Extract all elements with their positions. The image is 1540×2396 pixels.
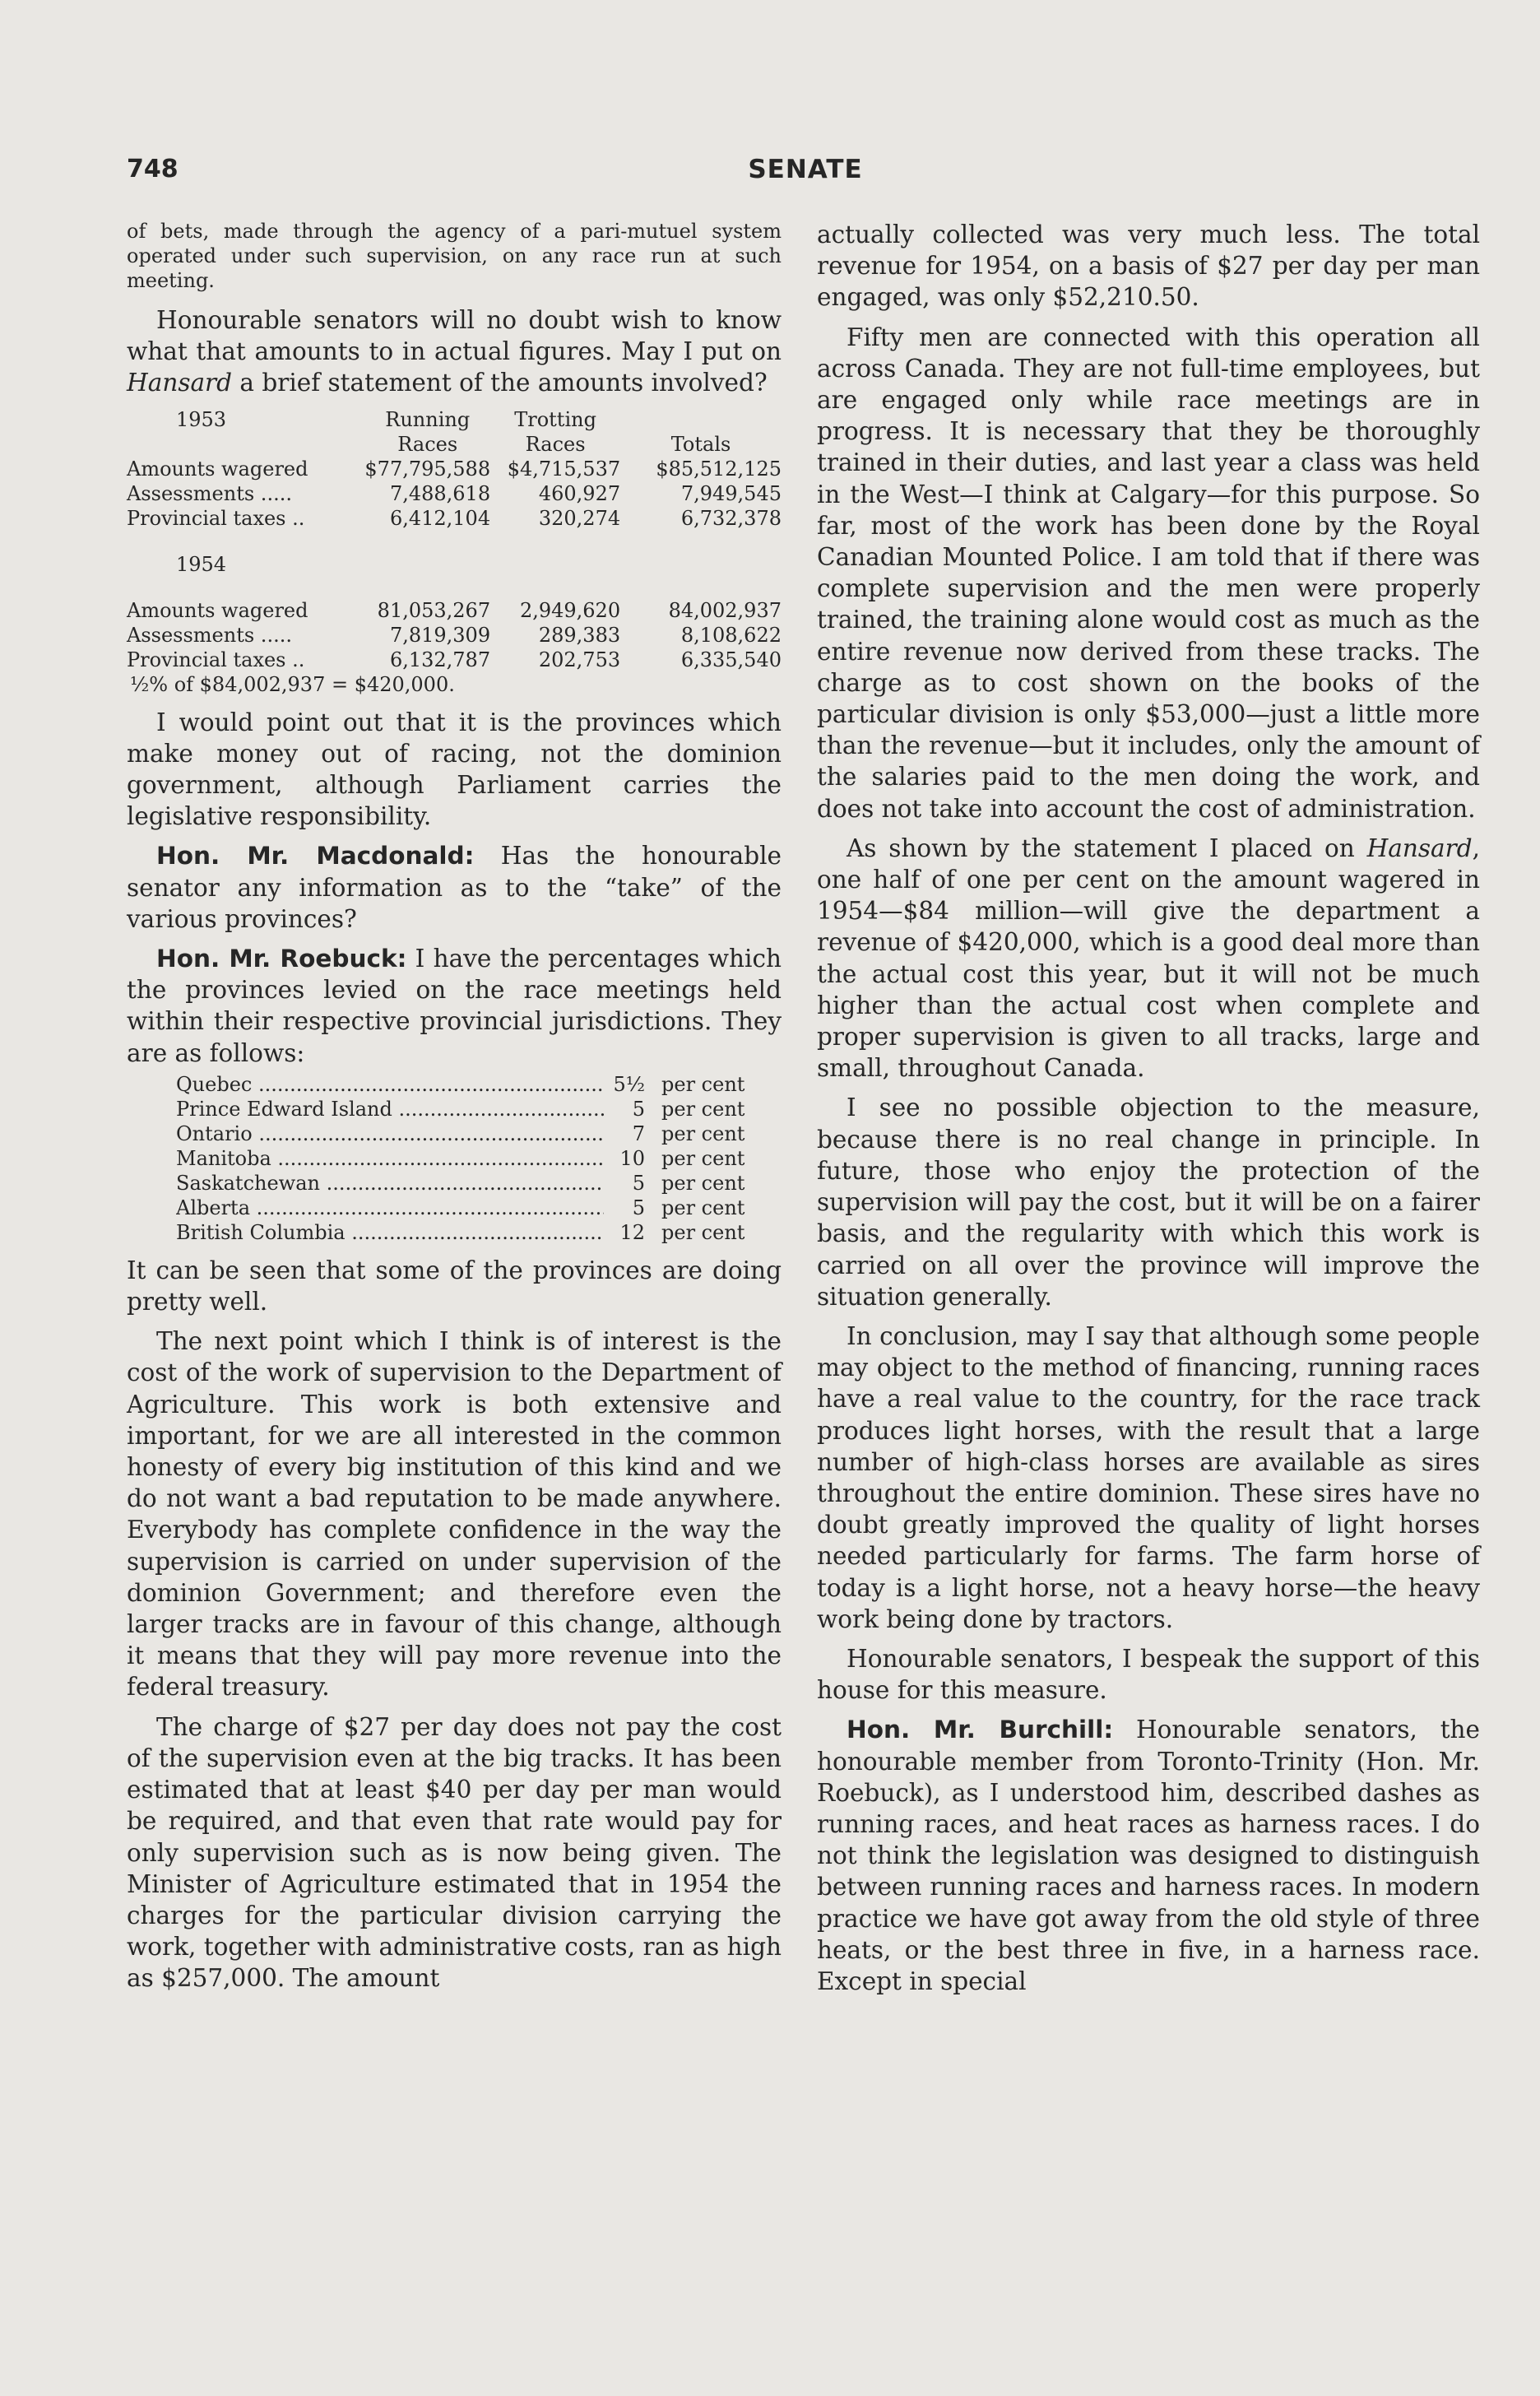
paragraph-amounts-intro: Honourable senators will no doubt wish to know what that amounts to in actual figures. May I put on Hansard a brief statement of the amounts involved?: [127, 306, 782, 397]
table-row: Provincial taxes .. 6,132,787 202,753 6,335,540: [127, 648, 782, 671]
paragraph-macdonald: Hon. Mr. Macdonald: Has the honourable senator any information as to the “take” of the various provinces?: [127, 842, 782, 933]
paragraph-conclusion: In conclusion, may I say that although some people may object to the method of financing, running races have a real value to the country, for the race track produces light horses, with the result that a large number of high-class horses are available as sires throughout the entire dominion. These sires have no doubt greatly improved the quality of light horses needed particularly for farms. The farm horse of today is a light horse, not a heavy horse—the heavy work being done by tractors.: [817, 1321, 1480, 1633]
table-row: Amounts wagered $77,795,588 $4,715,537 $85,512,125: [127, 457, 782, 481]
assessment-calculation: ½% of $84,002,937 = $420,000.: [130, 672, 455, 696]
list-item: British Columbia ..... 12 per cent: [176, 1220, 782, 1245]
paragraph-bespeak: Honourable senators, I bespeak the support of this house for this measure.: [817, 1644, 1480, 1705]
col-running-header-2: Races: [397, 432, 458, 456]
year-1954-label: 1954: [176, 552, 227, 576]
paragraph-roebuck: Hon. Mr. Roebuck: I have the percentages which the provinces levied on the race meetings held within their respective provincial jurisdictions. They are as follows:: [127, 945, 782, 1067]
year-1953-label: 1953: [176, 407, 227, 431]
list-item: Saskatchewan ..... 5 per cent: [176, 1171, 782, 1196]
table-header-row-2: [127, 432, 782, 457]
hansard-italic: Hansard: [1366, 833, 1473, 862]
page-header: [127, 155, 1484, 193]
speaker-roebuck: Hon. Mr. Roebuck:: [156, 945, 407, 973]
col-totals-header: Totals: [670, 432, 731, 456]
wagering-statistics-table: [127, 407, 782, 672]
table-row: Amounts wagered 81,053,267 2,949,620 84,002,937: [127, 598, 782, 622]
list-item: Prince Edward Island ..... 5 per cent: [176, 1097, 782, 1121]
paragraph-as-shown: As shown by the statement I placed on Hansard, one half of one per cent on the amount wagered in 1954—$84 million—will give the department a revenue of $420,000, which is a good deal more than the actual cost this year, but it will not be much higher than the actual cost when complete and proper supervision is given to all tracks, large and small, throughout Canada.: [817, 833, 1480, 1083]
paragraph-doing-well: It can be seen that some of the provinces are doing pretty well.: [127, 1256, 782, 1316]
table-year-row: [127, 552, 782, 577]
paragraph-burchill: Hon. Mr. Burchill: Honourable senators, the honourable member from Toronto-Trinity (Hon. Mr. Roebuck), as I understood him, described dashes as running races, and heat races as harness races. I do not think the legislation was designed to distinguish between running races and harness races. In modern practice we have got away from the old style of three heats, or the best three in five, in a harness race. Except in special: [817, 1716, 1481, 1995]
table-row: Assessments ..... 7,488,618 460,927 7,949,545: [127, 481, 782, 505]
list-item: Quebec ..... 5½ per cent: [176, 1072, 782, 1097]
left-column: [127, 219, 782, 2003]
page-number: 748: [127, 155, 179, 183]
speaker-macdonald: Hon. Mr. Macdonald:: [156, 842, 475, 871]
table-row: Assessments ..... 7,819,309 289,383 8,108,622: [127, 623, 782, 647]
hansard-italic: Hansard: [127, 369, 233, 397]
running-head: SENATE: [748, 155, 863, 184]
paragraph-provinces-money: I would point out that it is the provinces which make money out of racing, not the dominion government, although Parliament carries the legislative responsibility.: [127, 708, 782, 831]
paragraph-fifty-men: Fifty men are connected with this operation all across Canada. They are not full-time employees, but are engaged only while race meetings are in progress. It is necessary that they be thoroughly trained in their duties, and last year a class was held in the West—I think at Calgary—for this purpose. So far, most of the work has been done by the Royal Canadian Mounted Police. I am told that if there was complete supervision and the men were properly trained, the training alone would cost as much as the entire revenue now derived from these tracks. The charge as to cost shown on the books of the particular division is only $53,000—just a little more than the revenue—but it includes, only the amount of the salaries paid to the men doing the work, and does not take into account the cost of administration.: [817, 323, 1480, 823]
quoted-clause: of bets, made through the agency of a pari-mutuel system operated under such supervision, on any race run at such meeting.: [127, 220, 782, 292]
table-header-row-1: [127, 407, 782, 432]
list-item: Ontario ..... 7 per cent: [176, 1121, 782, 1146]
col-trotting-header-2: Races: [525, 432, 586, 456]
col-running-header-1: Running: [385, 407, 471, 431]
provincial-rates-list: [176, 1072, 782, 1245]
list-item: Manitoba ..... 10 per cent: [176, 1146, 782, 1171]
right-column: [817, 219, 1480, 2005]
speaker-burchill: Hon. Mr. Burchill:: [847, 1716, 1114, 1744]
paragraph-cost-supervision: The next point which I think is of interest is the cost of the work of supervision to the Department of Agriculture. This work is both extensive and important, for we are all interested in the common honesty of every big institution of this kind and we do not want a bad reputation to be made anywhere. Everybody has complete confidence in the way the supervision is carried on under supervision of the dominion Government; and therefore even the larger tracks are in favour of this change, although it means that they will pay more revenue into the federal treasury.: [127, 1327, 782, 1702]
col-trotting-header-1: Trotting: [514, 407, 596, 431]
table-row: Provincial taxes .. 6,412,104 320,274 6,732,378: [127, 506, 782, 530]
list-item: Alberta ..... 5 per cent: [176, 1196, 782, 1220]
paragraph-no-objection: I see no possible objection to the measure, because there is no real change in principle. In future, those who enjoy the protection of the supervision will pay the cost, but it will be on a fairer basis, and the regularity with which this work is carried on all over the province will improve the situation generally.: [817, 1094, 1480, 1311]
paragraph-charge-per-day: The charge of $27 per day does not pay the cost of the supervision even at the big tracks. It has been estimated that at least $40 per day per man would be required, and that even that rate would pay for only supervision such as is now being given. The Minister of Agriculture estimated that in 1954 the charges for the particular division carrying the work, together with administrative costs, ran as high as $257,000. The amount: [127, 1712, 782, 1993]
paragraph-continued: actually collected was very much less. The total revenue for 1954, on a basis of $27 per day per man engaged, was only $52,210.50.: [817, 221, 1480, 312]
